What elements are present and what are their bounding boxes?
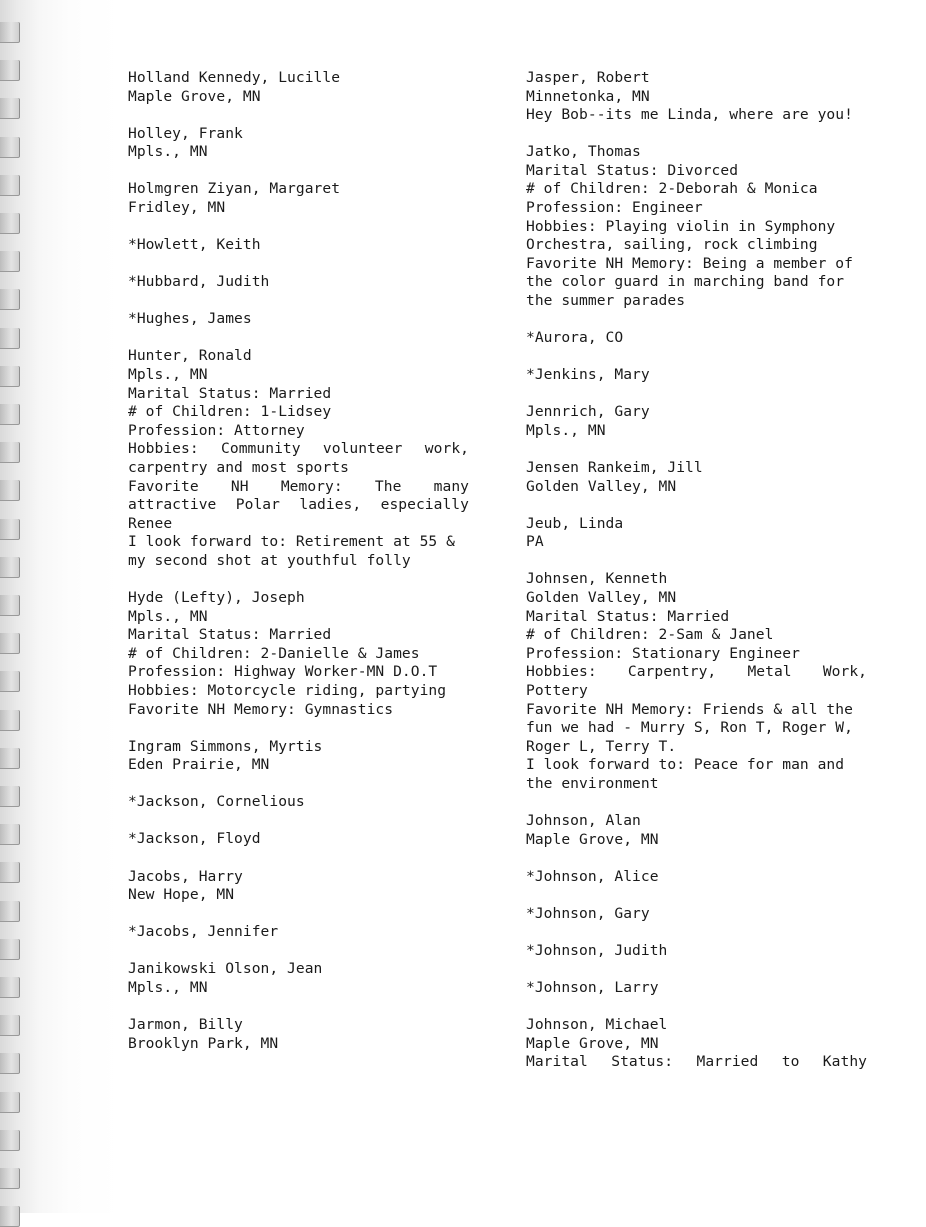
entry-detail: Hobbies: Carpentry, Metal Work, bbox=[526, 663, 867, 681]
entry-detail: I look forward to: Peace for man and bbox=[526, 756, 845, 774]
entry-detail: carpentry and most sports bbox=[128, 458, 349, 476]
entry-detail: I look forward to: Retirement at 55 & bbox=[128, 533, 455, 551]
directory-entry bbox=[128, 923, 478, 942]
binding-ring bbox=[0, 786, 20, 807]
entry-name: Holland Kennedy, Lucille bbox=[128, 69, 341, 86]
entry-detail: Maple Grove, MN bbox=[128, 87, 261, 105]
entry-name: Holmgren Ziyan, Margaret bbox=[128, 180, 341, 198]
directory-entry bbox=[526, 868, 876, 887]
entry-name: Jeub, Linda bbox=[526, 514, 624, 532]
entry-name: Jacobs, Harry bbox=[128, 867, 243, 885]
binding-ring bbox=[0, 213, 20, 234]
entry-detail: Minnetonka, MN bbox=[526, 87, 650, 105]
binding-ring bbox=[0, 480, 20, 501]
entry-detail: Mpls., MN bbox=[128, 607, 208, 625]
entry-detail: Roger L, Terry T. bbox=[526, 737, 677, 755]
entry-name: *Johnson, Larry bbox=[526, 978, 659, 996]
entry-detail: fun we had - Murry S, Ron T, Roger W, bbox=[526, 719, 853, 737]
entry-name: Jensen Rankeim, Jill bbox=[526, 459, 703, 476]
binding-ring bbox=[0, 901, 20, 922]
directory-entry bbox=[128, 868, 478, 905]
entry-detail: New Hope, MN bbox=[128, 886, 235, 904]
entry-name: Jarmon, Billy bbox=[128, 1015, 243, 1033]
entry-name: *Jacobs, Jennifer bbox=[128, 923, 279, 941]
entry-name: *Jenkins, Mary bbox=[526, 366, 650, 384]
entry-detail: Marital Status: Divorced bbox=[526, 161, 739, 179]
entry-detail: PA bbox=[526, 533, 544, 551]
entry-detail: my second shot at youthful folly bbox=[128, 551, 411, 569]
binding-ring bbox=[0, 442, 20, 463]
entry-detail: # of Children: 2-Sam & Janel bbox=[526, 626, 774, 644]
entry-detail: Maple Grove, MN bbox=[526, 1034, 659, 1052]
directory-entry bbox=[526, 403, 876, 440]
binding-ring bbox=[0, 1168, 20, 1189]
entry-detail: Brooklyn Park, MN bbox=[128, 1034, 279, 1052]
entry-name: *Jackson, Cornelious bbox=[128, 793, 305, 811]
entry-name: *Aurora, CO bbox=[526, 329, 624, 347]
entry-name: *Johnson, Alice bbox=[526, 867, 659, 885]
spiral-binding bbox=[0, 0, 22, 1213]
directory-entry bbox=[526, 329, 876, 348]
entry-detail: Fridley, MN bbox=[128, 198, 226, 216]
directory-entry bbox=[526, 979, 876, 998]
entry-detail: # of Children: 2-Danielle & James bbox=[128, 644, 420, 662]
binding-ring bbox=[0, 633, 20, 654]
entry-detail: the summer parades bbox=[526, 292, 686, 310]
binding-ring bbox=[0, 1092, 20, 1113]
binding-ring bbox=[0, 60, 20, 81]
binding-ring bbox=[0, 862, 20, 883]
entry-name: *Howlett, Keith bbox=[128, 236, 261, 254]
directory-entry bbox=[128, 236, 478, 255]
binding-ring bbox=[0, 98, 20, 119]
entry-detail: Hobbies: Motorcycle riding, partying bbox=[128, 681, 447, 699]
entry-detail: Hobbies: Community volunteer work, bbox=[128, 440, 469, 458]
entry-detail: Profession: Stationary Engineer bbox=[526, 644, 800, 662]
entry-detail: Eden Prairie, MN bbox=[128, 756, 270, 774]
binding-ring bbox=[0, 1206, 20, 1227]
entry-detail: # of Children: 2-Deborah & Monica bbox=[526, 180, 818, 198]
directory-entry bbox=[128, 830, 478, 849]
entry-name: Jasper, Robert bbox=[526, 69, 650, 86]
binding-ring bbox=[0, 1015, 20, 1036]
directory-entry bbox=[526, 143, 876, 310]
entry-detail: Favorite NH Memory: Gymnastics bbox=[128, 700, 394, 718]
binding-ring bbox=[0, 289, 20, 310]
entry-detail: Golden Valley, MN bbox=[526, 477, 677, 495]
binding-ring bbox=[0, 671, 20, 692]
entry-detail: Mpls., MN bbox=[128, 143, 208, 161]
entry-detail: Favorite NH Memory: Being a member of bbox=[526, 254, 853, 272]
directory-entry bbox=[128, 589, 478, 719]
binding-ring bbox=[0, 328, 20, 349]
entry-name: Johnson, Michael bbox=[526, 1016, 668, 1034]
binding-ring bbox=[0, 175, 20, 196]
directory-entry bbox=[526, 366, 876, 385]
directory-entry bbox=[128, 960, 478, 997]
binding-ring bbox=[0, 824, 20, 845]
binding-ring bbox=[0, 366, 20, 387]
entry-name: Jatko, Thomas bbox=[526, 143, 641, 161]
directory-entry bbox=[128, 180, 478, 217]
entry-detail: Profession: Attorney bbox=[128, 421, 305, 439]
directory-entry bbox=[128, 310, 478, 329]
entry-name: Jennrich, Gary bbox=[526, 403, 650, 421]
entry-detail: Marital Status: Married bbox=[128, 384, 332, 402]
directory-entry bbox=[128, 125, 478, 162]
entry-name: *Jackson, Floyd bbox=[128, 830, 261, 848]
entry-name: Johnson, Alan bbox=[526, 812, 641, 829]
directory-entry bbox=[128, 738, 478, 775]
binding-ring bbox=[0, 519, 20, 540]
entry-detail: Mpls., MN bbox=[128, 978, 208, 996]
entry-name: Janikowski Olson, Jean bbox=[128, 960, 323, 978]
entry-detail: Mpls., MN bbox=[526, 421, 606, 439]
entry-detail: Marital Status: Married bbox=[526, 607, 730, 625]
entry-detail: Hobbies: Playing violin in Symphony bbox=[526, 217, 836, 235]
directory-entry bbox=[128, 1016, 478, 1053]
entry-detail: Renee bbox=[128, 514, 173, 532]
entry-detail: Mpls., MN bbox=[128, 365, 208, 383]
binding-ring bbox=[0, 748, 20, 769]
entry-detail: Hey Bob--its me Linda, where are you! bbox=[526, 106, 853, 124]
entry-name: Hunter, Ronald bbox=[128, 347, 252, 365]
entry-detail: the color guard in marching band for bbox=[526, 273, 845, 291]
directory-entry bbox=[128, 69, 478, 106]
binding-ring bbox=[0, 1130, 20, 1151]
entry-name: Johnsen, Kenneth bbox=[526, 570, 668, 588]
directory-entry bbox=[526, 812, 876, 849]
binding-ring bbox=[0, 404, 20, 425]
directory-entry bbox=[128, 347, 478, 570]
directory-entry bbox=[128, 273, 478, 292]
entry-detail: Favorite NH Memory: The many bbox=[128, 477, 469, 495]
binding-ring bbox=[0, 251, 20, 272]
directory-entry bbox=[128, 793, 478, 812]
directory-entry bbox=[526, 69, 876, 125]
entry-name: Hyde (Lefty), Joseph bbox=[128, 588, 305, 606]
right-column bbox=[526, 69, 876, 1090]
entry-detail: Profession: Engineer bbox=[526, 199, 703, 217]
directory-entry bbox=[526, 570, 876, 793]
left-column bbox=[128, 69, 478, 1072]
binding-ring bbox=[0, 977, 20, 998]
entry-name: *Johnson, Gary bbox=[526, 904, 650, 922]
binding-ring bbox=[0, 557, 20, 578]
directory-entry bbox=[526, 459, 876, 496]
entry-detail: Favorite NH Memory: Friends & all the bbox=[526, 700, 853, 718]
entry-detail: the environment bbox=[526, 774, 659, 792]
entry-detail: Marital Status: Married bbox=[128, 626, 332, 644]
binding-ring bbox=[0, 939, 20, 960]
entry-detail: Pottery bbox=[526, 681, 588, 699]
entry-detail: # of Children: 1-Lidsey bbox=[128, 403, 332, 421]
entry-name: *Hughes, James bbox=[128, 310, 252, 328]
directory-entry bbox=[526, 1016, 876, 1072]
entry-detail: Marital Status: Married to Kathy bbox=[526, 1053, 867, 1071]
entry-detail: Maple Grove, MN bbox=[526, 830, 659, 848]
entry-name: Ingram Simmons, Myrtis bbox=[128, 737, 323, 755]
entry-name: *Johnson, Judith bbox=[526, 941, 668, 959]
binding-ring bbox=[0, 1053, 20, 1074]
binding-ring bbox=[0, 710, 20, 731]
entry-detail: Profession: Highway Worker-MN D.O.T bbox=[128, 663, 438, 681]
entry-detail: Orchestra, sailing, rock climbing bbox=[526, 236, 818, 254]
directory-entry bbox=[526, 905, 876, 924]
binding-ring bbox=[0, 595, 20, 616]
directory-entry bbox=[526, 942, 876, 961]
entry-detail: attractive Polar ladies, especially bbox=[128, 496, 469, 514]
binding-ring bbox=[0, 137, 20, 158]
entry-name: Holley, Frank bbox=[128, 124, 243, 142]
entry-name: *Hubbard, Judith bbox=[128, 273, 270, 291]
binding-ring bbox=[0, 22, 20, 43]
entry-detail: Golden Valley, MN bbox=[526, 588, 677, 606]
directory-entry bbox=[526, 515, 876, 552]
